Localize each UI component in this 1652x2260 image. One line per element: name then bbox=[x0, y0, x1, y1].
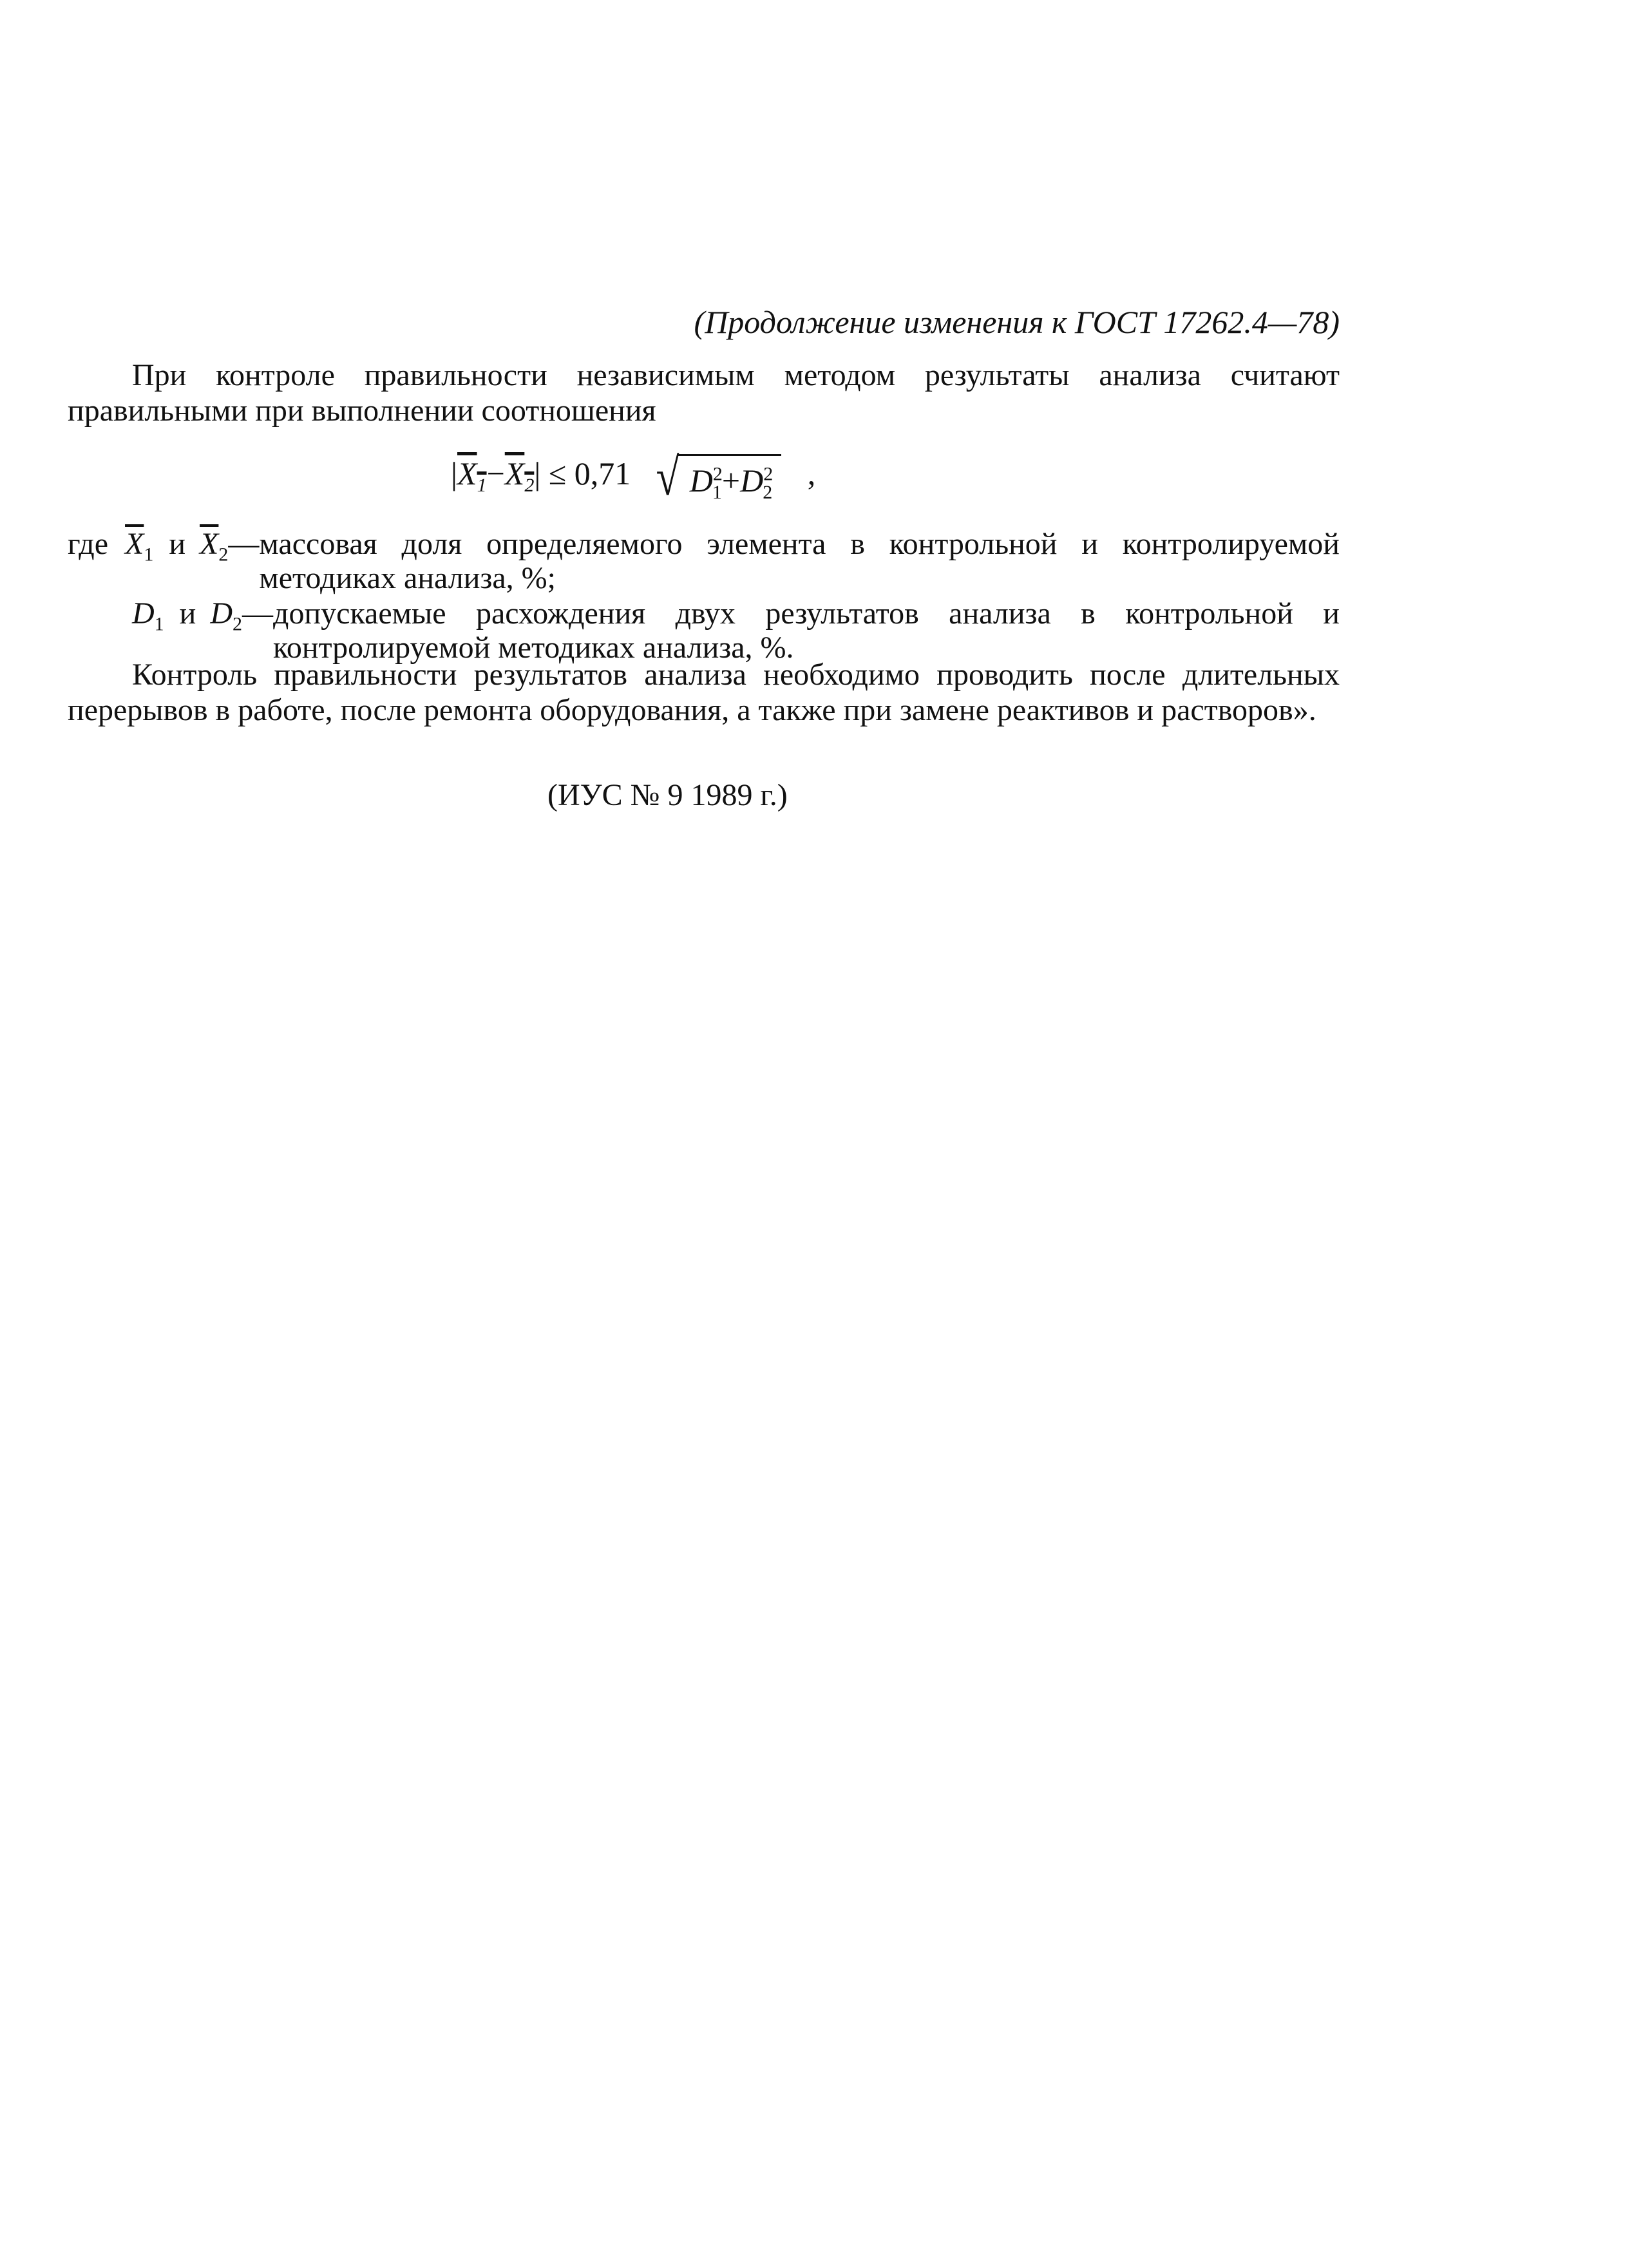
formula bbox=[451, 438, 1030, 509]
abs-bar-right: | bbox=[534, 455, 541, 491]
paragraph-accuracy-control bbox=[68, 357, 1340, 428]
paragraph-text: Контроль правильности результатов анализа необходимо проводить после длительных перерывов в работе, после ремонта оборудования, а также при замене реактивов и растворов». bbox=[68, 658, 1340, 727]
definition-x-text: массовая доля определяемого элемента в контрольной и контролируемой методиках анализа, %; bbox=[259, 527, 1340, 595]
abs-bar-left: | bbox=[451, 455, 458, 491]
definition-d-text: допускаемые расхождения двух результатов анализа в контрольной и контролируемой методиках анализа, %. bbox=[273, 596, 1340, 665]
continuation-header: (Продолжение изменения к ГОСТ 17262.4—78) bbox=[694, 304, 1340, 340]
definition-x-lead: где $\overline{X}_1$ и $\overline{X}_2—$ bbox=[68, 527, 260, 565]
formula-coef: 0,71 bbox=[574, 455, 631, 491]
source-reference: (ИУС № 9 1989 г.) bbox=[547, 778, 788, 812]
formula-comma: , bbox=[807, 455, 816, 491]
formula-x1: $X_1$ bbox=[457, 455, 487, 496]
formula-x2: $X_2$ bbox=[504, 455, 535, 496]
formula-leq: ≤ bbox=[548, 455, 567, 491]
paragraph-text: При контроле правильности независимым методом результаты анализа считают правильными при выполнении соотношения bbox=[68, 358, 1340, 428]
sqrt-icon: √ bbox=[656, 447, 679, 506]
definition-d bbox=[68, 596, 1340, 665]
definition-x bbox=[68, 527, 1340, 595]
definitions bbox=[68, 527, 1340, 665]
paragraph-control-schedule bbox=[68, 657, 1340, 728]
formula-minus: − bbox=[486, 455, 505, 491]
definition-d-lead: $D_1$ и $D_2—$ bbox=[132, 596, 274, 635]
formula-radicand: $D^2_1+D^2_2$ bbox=[678, 454, 781, 500]
